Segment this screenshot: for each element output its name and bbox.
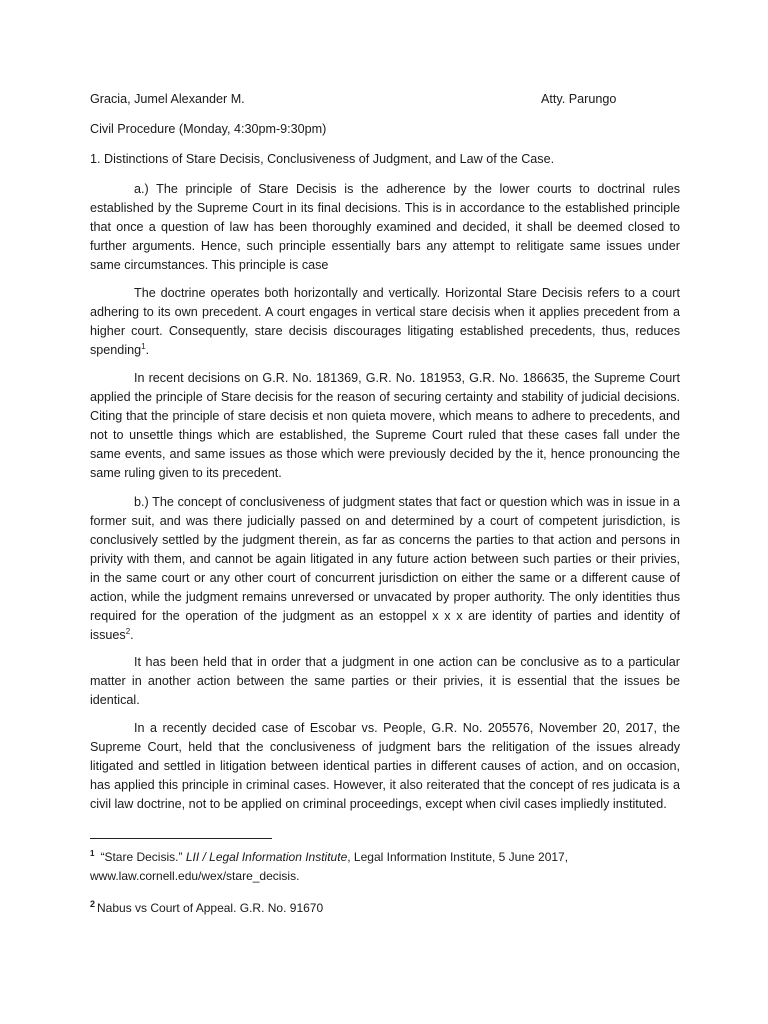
footnote-1-number: 1 [90, 849, 95, 858]
footnote-1-source: LII / Legal Information Institute [185, 850, 348, 864]
paragraph-horizontal-vertical [90, 284, 680, 360]
paragraph-text: In recent decisions on G.R. No. 181369, G.R. No. 181953, G.R. No. 186635, the Supreme Court applied the principle of Stare decisis for the reason of securing certainty and stability of judicial decisions. Citing that the principle of stare decisis et non quieta movere, which means to adhere to precedents, and not to unsettle things which are established, the Supreme Court ruled that these cases fall under the same events, and same issues as those which were previously decided by the it, hence pronouncing the same ruling given to its precedent. [90, 371, 680, 480]
paragraph-text: It has been held that in order that a judgment in one action can be conclusive as to a particular matter in another action between the same parties or their privies, it is essential that the issues be identical. [90, 655, 680, 707]
paragraph-stare-decisis [90, 180, 680, 275]
footnote-ref-2: 2 [125, 626, 131, 636]
question-title: 1. Distinctions of Stare Decisis, Conclusiveness of Judgment, and Law of the Case. [90, 152, 555, 166]
footnote-2-number: 2 [90, 899, 96, 909]
paragraph-text: a.) The principle of Stare Decisis is the adherence by the lower courts to doctrinal rules established by the Supreme Court in its final decisions. This is in accordance to the established principle that once a question of law has been thoroughly examined and decided, it shall be deemed closed to further arguments. Hence, such principle essentially bars any attempt to relitigate same issues under same circumstances. This principle is case [90, 182, 680, 272]
footnote-1-url: www.law.cornell.edu/wex/stare_decisis. [90, 869, 300, 883]
footnote-ref-1: 1 [141, 341, 146, 351]
footnote-2-text: Nabus vs Court of Appeal. G.R. No. 91670 [97, 901, 324, 915]
footnote-2 [90, 899, 680, 918]
footnote-1 [90, 848, 680, 886]
paragraph-text: b.) The concept of conclusiveness of judgment states that fact or question which was in issue in a former suit, and was there judicially passed on and determined by a court of competent jurisdiction, is conclusively settled by the judgment therein, as far as concerns the parties to that action and persons in privity with them, and cannot be again litigated in any future action between such parties or their privies, in the same court or any other court of concurrent jurisdiction on either the same or a different cause of action, while the judgment remains unreversed or unvacated by proper authority. The only identities thus required for the operation of the judgment as an estoppel x x x are identity of parties and identity of issues [90, 495, 680, 642]
paragraph-escobar [90, 719, 680, 814]
student-name: Gracia, Jumel Alexander M. [90, 92, 245, 106]
paragraph-end: . [145, 343, 150, 357]
footnote-1-title: “Stare Decisis.” [100, 850, 183, 864]
paragraph-text: In a recently decided case of Escobar vs. People, G.R. No. 205576, November 20, 2017, the Supreme Court, held that the conclusiveness of judgment bars the relitigation of the issues already litigated and settled in litigation between identical parties in different causes of action, and on occasion, has applied this principle in criminal cases. However, it also reiterated that the concept of res judicata is a civil law doctrine, not to be applied on criminal proceedings, except when civil cases impliedly instituted. [90, 721, 680, 811]
course-line: Civil Procedure (Monday, 4:30pm-9:30pm) [90, 122, 327, 136]
professor-name: Atty. Parungo [541, 92, 617, 106]
paragraph-recent-decisions [90, 369, 680, 483]
footnote-1-rest: , Legal Information Institute, 5 June 2017, [347, 850, 569, 864]
paragraph-end: . [130, 628, 134, 642]
paragraph-text: The doctrine operates both horizontally and vertically. Horizontal Stare Decisis refers to a court adhering to its own precedent. A court engages in vertical stare decisis when it applies precedent from a higher court. Consequently, stare decisis discourages litigating established precedents, thus, reduces spending [90, 286, 680, 357]
paragraph-conclusiveness [90, 493, 680, 645]
paragraph-identical-issues [90, 653, 680, 710]
footnote-divider [90, 838, 272, 839]
